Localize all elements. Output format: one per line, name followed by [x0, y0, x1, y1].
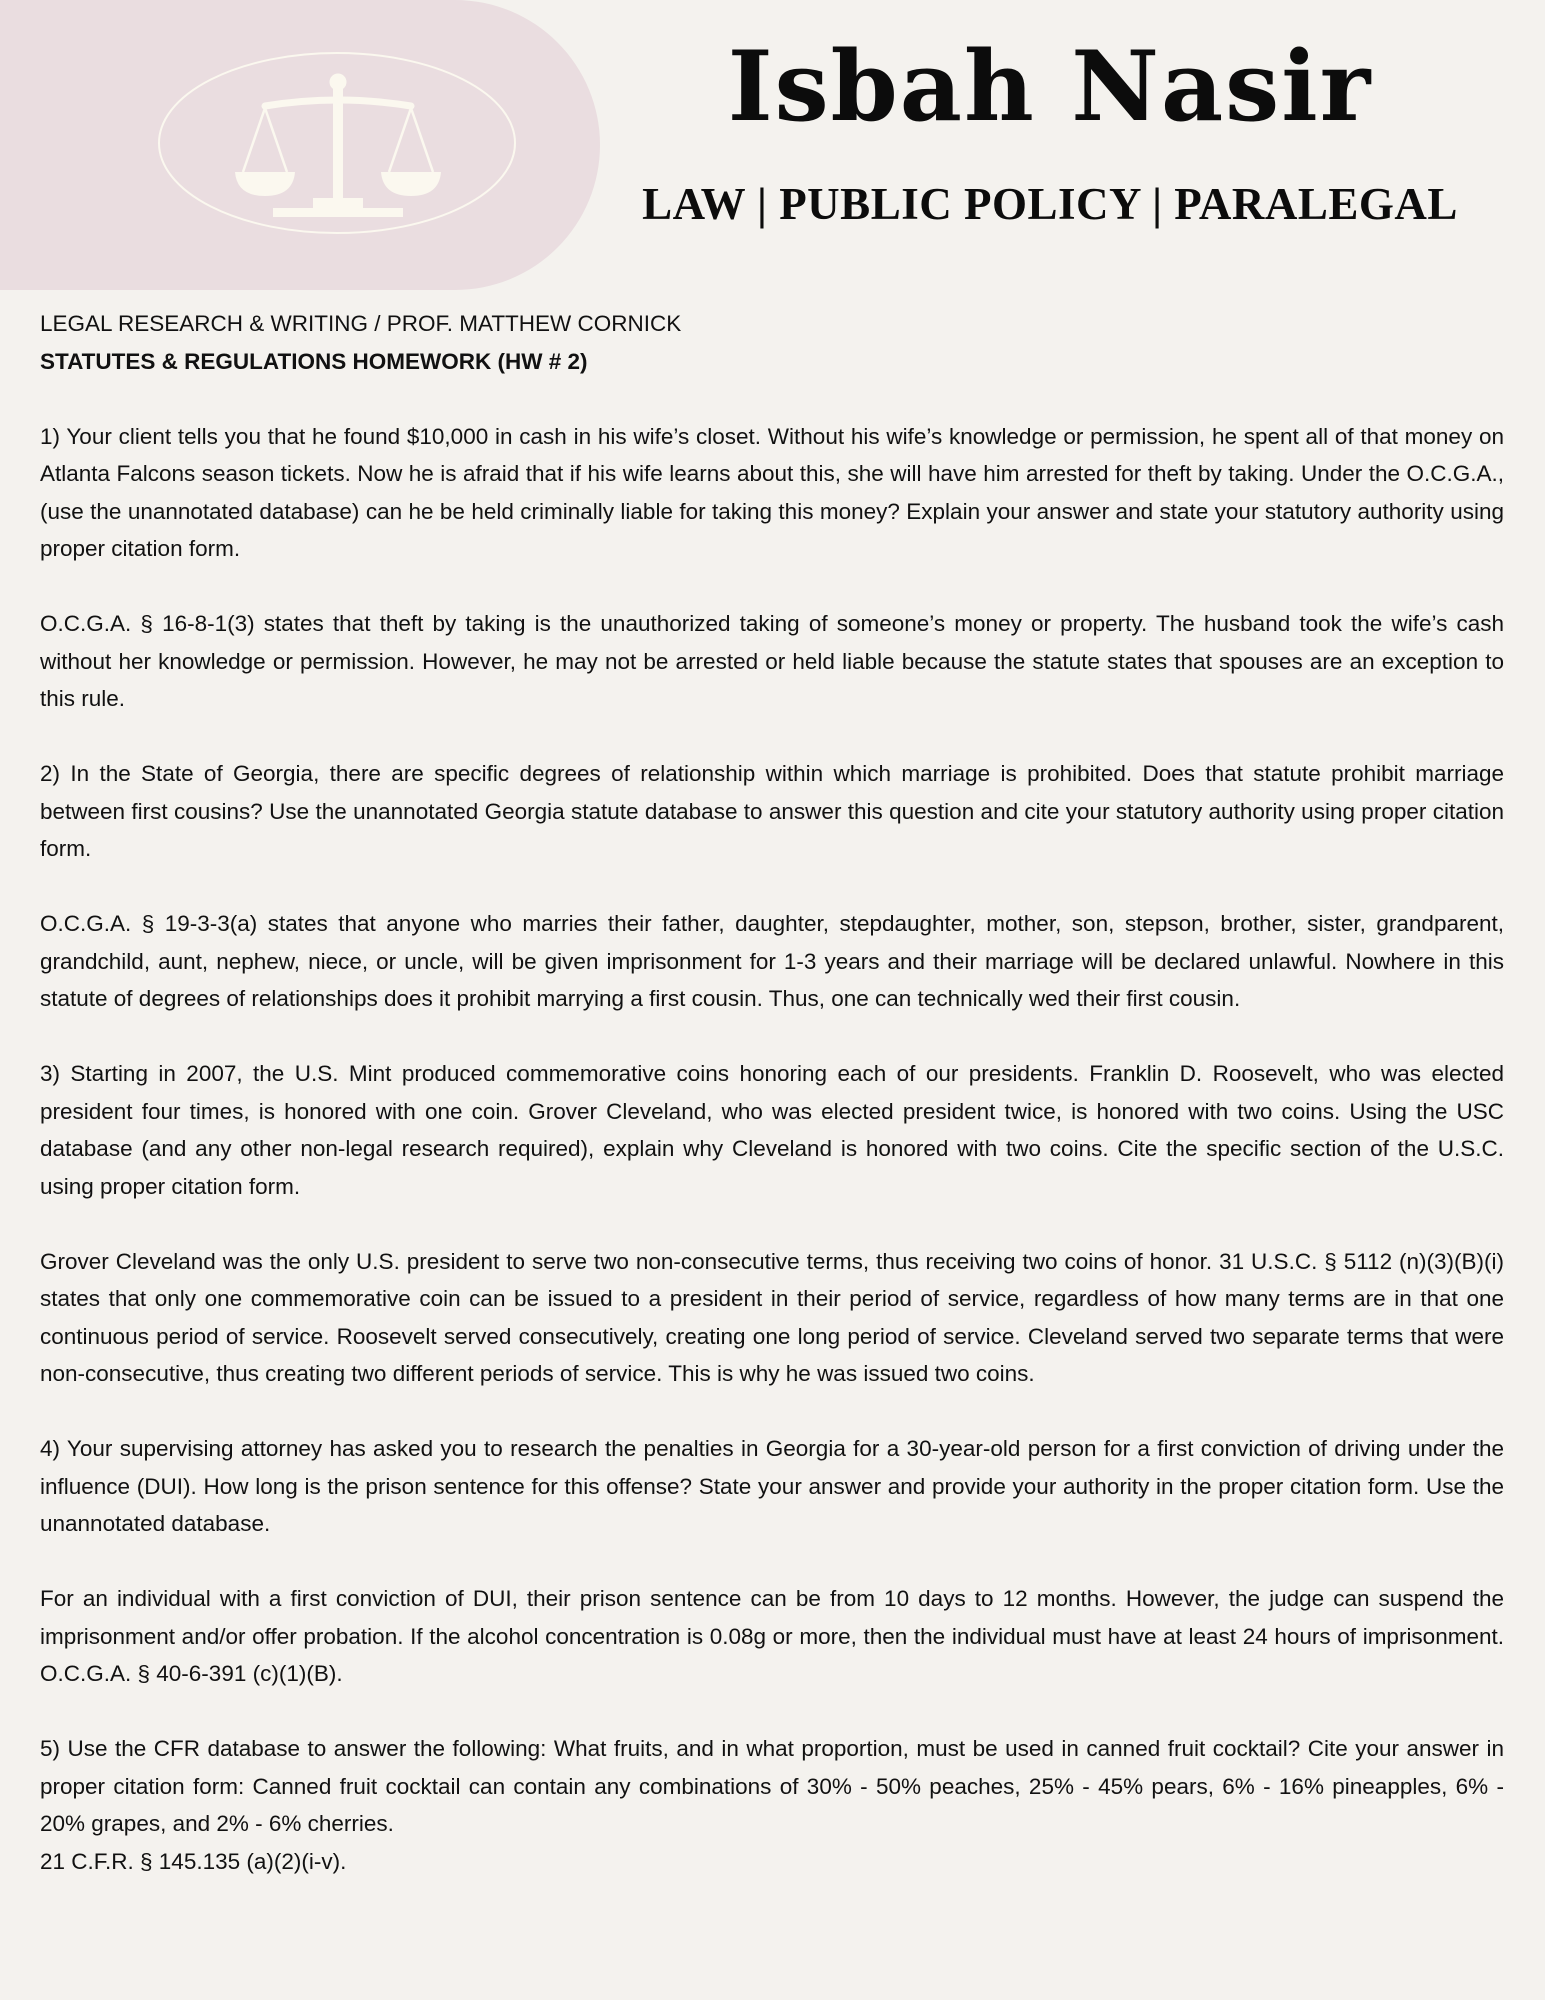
header-banner	[0, 0, 600, 290]
question-3: 3) Starting in 2007, the U.S. Mint produced commemorative coins honoring each of our presidents. Franklin D. Roosevelt, who was elected president four times, is honored with one coin. Grover Cleveland, who was elected president twice, is honored with two coins. Using the USC database (and any other non-legal research required), explain why Cleveland is honored with two coins. Cite the specific section of the U.S.C. using proper citation form.	[40, 1061, 1504, 1199]
answer-1: O.C.G.A. § 16-8-1(3) states that theft by taking is the unauthorized taking of someone’s money or property. The husband took the wife’s cash without her knowledge or permission. However, he may not be arrested or held liable because the statute states that spouses are an exception to this rule.	[40, 611, 1504, 711]
question-5: 5) Use the CFR database to answer the following: What fruits, and in what proportion, must be used in canned fruit cocktail? Cite your answer in proper citation form: Canned fruit cocktail can contain any combinations of 30% - 50% peaches, 25% - 45% pears, 6% - 16% pineapples, 6% - 20% grapes, and 2% - 6% cherries.	[40, 1736, 1504, 1836]
answer-4: For an individual with a first conviction of DUI, their prison sentence can be from 10 days to 12 months. However, the judge can suspend the imprisonment and/or offer probation. If the alcohol concentration is 0.08g or more, then the individual must have at least 24 hours of imprisonment. O.C.G.A. § 40-6-391 (c)(1)(B).	[40, 1586, 1504, 1686]
answer-2: O.C.G.A. § 19-3-3(a) states that anyone who marries their father, daughter, stepdaughter, mother, son, stepson, brother, sister, grandparent, grandchild, aunt, nephew, niece, or uncle, will be given imprisonment for 1-3 years and their marriage will be declared unlawful. Nowhere in this statute of degrees of relationships does it prohibit marrying a first cousin. Thus, one can technically wed their first cousin.	[40, 911, 1504, 1011]
answer-3: Grover Cleveland was the only U.S. president to serve two non-consecutive terms, thus receiving two coins of honor. 31 U.S.C. § 5112 (n)(3)(B)(i) states that only one commemorative coin can be issued to a president in their period of service, regardless of how many terms are in that one continuous period of service. Roosevelt served consecutively, creating one long period of service. Cleveland served two separate terms that were non-consecutive, thus creating two different periods of service. This is why he was issued two coins.	[40, 1248, 1504, 1386]
question-1: 1) Your client tells you that he found $10,000 in cash in his wife’s closet. Without his wife’s knowledge or permission, he spent all of that money on Atlanta Falcons season tickets. Now he is afraid that if his wife learns about this, she will have him arrested for theft by taking. Under the O.C.G.A., (use the unannotated database) can he be held criminally liable for taking this money? Explain your answer and state your statutory authority using proper citation form.	[40, 423, 1504, 561]
question-4: 4) Your supervising attorney has asked you to research the penalties in Georgia for a 30-year-old person for a first conviction of driving under the influence (DUI). How long is the prison sentence for this offense? State your answer and provide your authority in the proper citation form. Use the unannotated database.	[40, 1436, 1504, 1536]
author-name: Isbah Nasir	[727, 30, 1373, 143]
scales-of-justice-icon	[155, 48, 520, 238]
question-2: 2) In the State of Georgia, there are specific degrees of relationship within which marriage is prohibited. Does that statute prohibit marriage between first cousins? Use the unannotated Georgia statute database to answer this question and cite your statutory authority using proper citation form.	[40, 761, 1504, 861]
course-line: LEGAL RESEARCH & WRITING / PROF. MATTHEW CORNICK	[40, 311, 682, 336]
answer-5: 21 C.F.R. § 145.135 (a)(2)(i-v).	[40, 1848, 347, 1874]
homework-title: STATUTES & REGULATIONS HOMEWORK (HW # 2)	[40, 348, 588, 374]
tagline: LAW | PUBLIC POLICY | PARALEGAL	[642, 179, 1458, 229]
homework-body	[40, 305, 1504, 1880]
